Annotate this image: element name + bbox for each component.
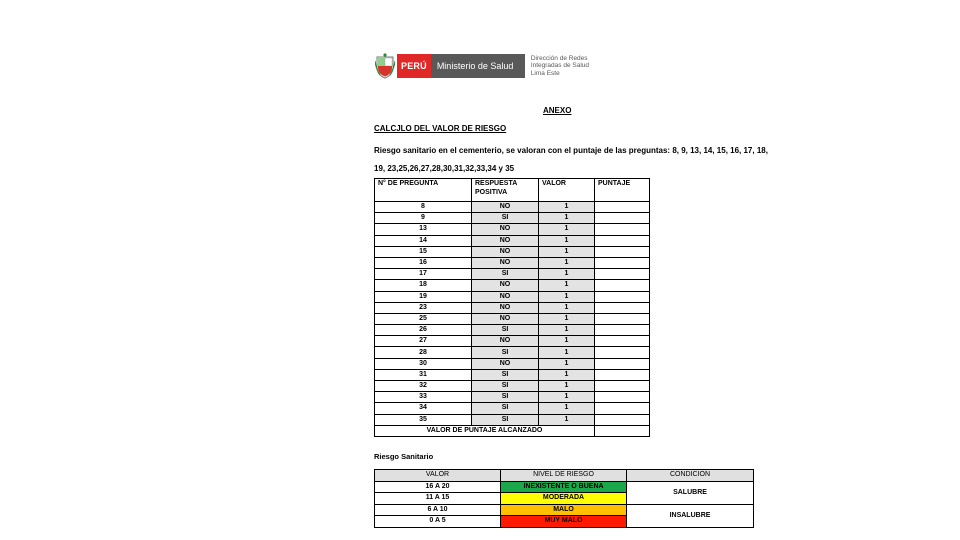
ministry-logo [397, 54, 525, 78]
positive-answer: SI [472, 403, 539, 414]
directorate-line: Integradas de Salud [530, 62, 589, 70]
score-cell[interactable] [595, 224, 650, 235]
question-value: 1 [539, 302, 595, 313]
table-row [375, 414, 650, 425]
score-cell[interactable] [595, 369, 650, 380]
question-number: 15 [375, 246, 472, 257]
directorate-label [525, 55, 589, 78]
positive-answer: NO [472, 280, 539, 291]
question-value: 1 [539, 246, 595, 257]
table-row [375, 246, 650, 257]
positive-answer: NO [472, 246, 539, 257]
score-cell[interactable] [595, 302, 650, 313]
table-row [375, 291, 650, 302]
risk-col-header-condicion: CONDICION [627, 470, 754, 482]
risk-col-header-valor: VALOR [375, 470, 501, 482]
document-title: ANEXO [543, 106, 572, 115]
question-value: 1 [539, 403, 595, 414]
question-value: 1 [539, 414, 595, 425]
risk-range: 11 A 15 [375, 493, 501, 505]
question-value: 1 [539, 213, 595, 224]
positive-answer: NO [472, 358, 539, 369]
question-value: 1 [539, 257, 595, 268]
table-row [375, 302, 650, 313]
positive-answer: NO [472, 224, 539, 235]
score-cell[interactable] [595, 202, 650, 213]
col-header-respuesta: RESPUESTA POSITIVA [472, 179, 539, 202]
question-value: 1 [539, 358, 595, 369]
table-row [375, 347, 650, 358]
question-number: 27 [375, 336, 472, 347]
col-header-puntaje: PUNTAJE [595, 179, 650, 202]
condition-label: SALUBRE [627, 481, 754, 504]
question-number: 25 [375, 313, 472, 324]
question-value: 1 [539, 280, 595, 291]
table-row [375, 313, 650, 324]
table-row [375, 280, 650, 291]
positive-answer: SI [472, 392, 539, 403]
risk-table [374, 469, 754, 528]
risk-range: 16 A 20 [375, 481, 501, 493]
question-value: 1 [539, 202, 595, 213]
table-row [375, 257, 650, 268]
table-row [375, 358, 650, 369]
risk-range: 0 A 5 [375, 516, 501, 528]
question-number: 18 [375, 280, 472, 291]
positive-answer: SI [472, 269, 539, 280]
table-row [375, 403, 650, 414]
total-value-cell[interactable] [595, 425, 650, 436]
question-value: 1 [539, 325, 595, 336]
question-number: 19 [375, 291, 472, 302]
question-number: 30 [375, 358, 472, 369]
table-row [375, 224, 650, 235]
positive-answer: SI [472, 414, 539, 425]
positive-answer: SI [472, 213, 539, 224]
question-number: 31 [375, 369, 472, 380]
peru-coat-of-arms-icon [375, 53, 395, 79]
risk-section-title: Riesgo Sanitario [374, 452, 434, 461]
question-number: 17 [375, 269, 472, 280]
positive-answer: NO [472, 202, 539, 213]
col-header-valor: VALOR [539, 179, 595, 202]
table-row [375, 213, 650, 224]
risk-col-header-nivel: NIVEL DE RIESGO [501, 470, 627, 482]
question-number: 14 [375, 235, 472, 246]
positive-answer: SI [472, 325, 539, 336]
positive-answer: NO [472, 336, 539, 347]
table-row [375, 202, 650, 213]
score-cell[interactable] [595, 336, 650, 347]
question-value: 1 [539, 235, 595, 246]
score-cell[interactable] [595, 347, 650, 358]
intro-paragraph: Riesgo sanitario en el cementerio, se valoran con el puntaje de las preguntas: 8, 9, 13, 14, 15, 16, 17, 18, 19, 23,25,26,27,28,30,31,32,33,34 y 35 [374, 146, 768, 173]
table-row [375, 369, 650, 380]
score-cell[interactable] [595, 414, 650, 425]
question-value: 1 [539, 224, 595, 235]
directorate-line: Lima Este [530, 69, 560, 77]
question-number: 23 [375, 302, 472, 313]
question-value: 1 [539, 347, 595, 358]
positive-answer: SI [472, 381, 539, 392]
score-cell[interactable] [595, 403, 650, 414]
risk-row [375, 481, 754, 493]
question-number: 8 [375, 202, 472, 213]
table-row [375, 325, 650, 336]
condition-label: INSALUBRE [627, 504, 754, 527]
risk-level: MUY MALO [501, 516, 627, 528]
risk-level: MALO [501, 504, 627, 516]
table-row [375, 381, 650, 392]
table-row [375, 235, 650, 246]
positive-answer: NO [472, 235, 539, 246]
section-title: CALCJLO DEL VALOR DE RIESGO [374, 124, 507, 133]
score-cell[interactable] [595, 291, 650, 302]
ministry-header [375, 51, 589, 81]
question-value: 1 [539, 291, 595, 302]
question-value: 1 [539, 369, 595, 380]
score-cell[interactable] [595, 213, 650, 224]
score-cell[interactable] [595, 392, 650, 403]
question-number: 9 [375, 213, 472, 224]
question-number: 16 [375, 257, 472, 268]
table-header-row [375, 179, 650, 202]
score-cell[interactable] [595, 257, 650, 268]
question-number: 33 [375, 392, 472, 403]
risk-level: MODERADA [501, 493, 627, 505]
question-number: 13 [375, 224, 472, 235]
question-value: 1 [539, 392, 595, 403]
score-cell[interactable] [595, 280, 650, 291]
table-row [375, 392, 650, 403]
risk-row [375, 504, 754, 516]
question-number: 32 [375, 381, 472, 392]
col-header-pregunta: N° DE PREGUNTA [375, 179, 472, 202]
positive-answer: SI [472, 369, 539, 380]
country-label: PERÚ [397, 54, 431, 78]
question-number: 26 [375, 325, 472, 336]
table-row [375, 269, 650, 280]
question-number: 35 [375, 414, 472, 425]
question-value: 1 [539, 313, 595, 324]
question-value: 1 [539, 381, 595, 392]
positive-answer: NO [472, 257, 539, 268]
score-cell[interactable] [595, 358, 650, 369]
score-cell[interactable] [595, 381, 650, 392]
questions-table-body [375, 202, 650, 426]
risk-header-row [375, 470, 754, 482]
score-cell[interactable] [595, 235, 650, 246]
risk-level: INEXISTENTE O BUENA [501, 481, 627, 493]
total-row [375, 425, 650, 436]
ministry-label: Ministerio de Salud [431, 54, 525, 78]
risk-range: 6 A 10 [375, 504, 501, 516]
question-number: 34 [375, 403, 472, 414]
question-value: 1 [539, 269, 595, 280]
question-number: 28 [375, 347, 472, 358]
positive-answer: SI [472, 347, 539, 358]
table-row [375, 336, 650, 347]
score-cell[interactable] [595, 269, 650, 280]
positive-answer: NO [472, 291, 539, 302]
positive-answer: NO [472, 302, 539, 313]
total-label: VALOR DE PUNTAJE ALCANZADO [375, 425, 595, 436]
question-value: 1 [539, 336, 595, 347]
questions-table [374, 178, 650, 437]
positive-answer: NO [472, 313, 539, 324]
score-cell[interactable] [595, 325, 650, 336]
score-cell[interactable] [595, 313, 650, 324]
score-cell[interactable] [595, 246, 650, 257]
directorate-line: Dirección de Redes [530, 54, 588, 62]
